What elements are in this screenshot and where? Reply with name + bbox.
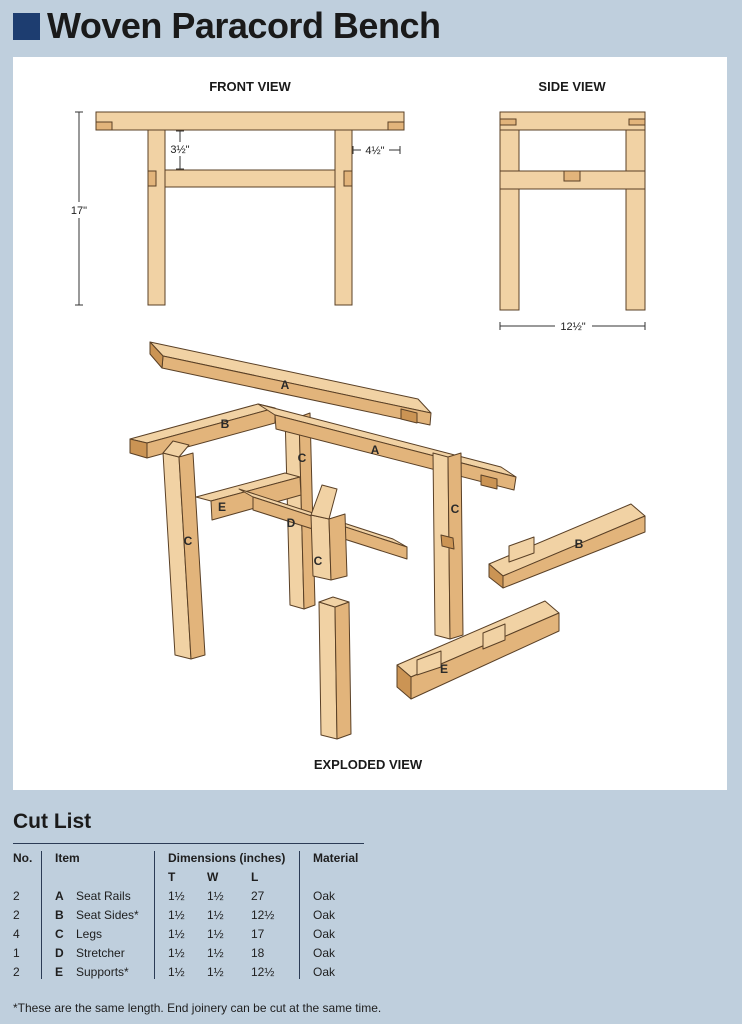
row-t: 1½ xyxy=(168,927,185,941)
row-t: 1½ xyxy=(168,908,185,922)
row-no: 1 xyxy=(13,946,20,960)
row-l: 17 xyxy=(251,927,265,941)
side-rail-notch-left xyxy=(500,119,516,125)
header-l: L xyxy=(251,870,259,884)
leg-inset-label: 4½" xyxy=(365,145,385,157)
side-view xyxy=(500,112,645,310)
side-seat-rail xyxy=(500,112,645,130)
front-rail-notch-left xyxy=(96,122,112,130)
diagram-canvas xyxy=(13,57,727,790)
page-title: Woven Paracord Bench xyxy=(47,5,441,46)
row-name: Seat Rails xyxy=(76,889,131,903)
side-leg-left xyxy=(500,130,519,310)
row-w: 1½ xyxy=(207,889,224,903)
row-material: Oak xyxy=(313,965,336,979)
row-name: Stretcher xyxy=(76,946,125,960)
header-w: W xyxy=(207,870,219,884)
row-no: 4 xyxy=(13,927,20,941)
row-w: 1½ xyxy=(207,965,224,979)
height-dimension-label: 17" xyxy=(70,205,88,217)
row-t: 1½ xyxy=(168,889,185,903)
front-tenon-right xyxy=(344,171,352,186)
front-view-label: FRONT VIEW xyxy=(209,79,291,94)
exploded-view-label: EXPLODED VIEW xyxy=(313,757,423,772)
row-name: Seat Sides* xyxy=(76,908,139,922)
row-name: Supports* xyxy=(76,965,129,979)
column-divider xyxy=(154,851,155,979)
side-leg-right xyxy=(626,130,645,310)
part-label-a-upper: A xyxy=(280,378,290,392)
diagram-panel xyxy=(13,57,727,790)
front-tenon-left xyxy=(148,171,156,186)
header-no: No. xyxy=(13,851,33,865)
part-label-e-right: E xyxy=(439,662,449,676)
row-material: Oak xyxy=(313,889,336,903)
front-view xyxy=(96,112,404,305)
side-width-label: 12½" xyxy=(560,321,586,333)
row-name: Legs xyxy=(76,927,103,941)
row-t: 1½ xyxy=(168,965,185,979)
title-square-icon xyxy=(13,13,40,40)
row-w: 1½ xyxy=(207,946,224,960)
row-letter: D xyxy=(55,946,64,960)
row-no: 2 xyxy=(13,908,20,922)
column-divider xyxy=(41,851,42,979)
leg-center xyxy=(311,485,351,739)
row-letter: A xyxy=(55,889,64,903)
row-l: 12½ xyxy=(251,908,275,922)
cut-list-footnote: *These are the same length. End joinery can be cut at the same time. xyxy=(13,1001,382,1015)
row-l: 12½ xyxy=(251,965,275,979)
part-label-e-left: E xyxy=(217,500,227,514)
part-label-d: D xyxy=(286,516,296,530)
front-leg-left xyxy=(148,130,165,305)
cut-list-rule xyxy=(13,843,364,844)
part-label-b-left: B xyxy=(220,417,230,431)
row-material: Oak xyxy=(313,908,336,922)
title-bar xyxy=(13,6,440,46)
row-w: 1½ xyxy=(207,927,224,941)
part-label-c-center: C xyxy=(313,554,323,568)
part-b-right xyxy=(489,504,645,588)
part-label-b-right: B xyxy=(574,537,584,551)
header-item: Item xyxy=(55,851,80,865)
header-material: Material xyxy=(313,851,359,865)
front-seat-rail xyxy=(96,112,404,130)
row-material: Oak xyxy=(313,927,336,941)
exploded-view xyxy=(130,342,645,739)
header-dimensions: Dimensions (inches) xyxy=(168,851,286,865)
row-letter: C xyxy=(55,927,64,941)
front-leg-right xyxy=(335,130,352,305)
row-l: 18 xyxy=(251,946,265,960)
part-label-c-back: C xyxy=(297,451,307,465)
row-letter: E xyxy=(55,965,64,979)
side-rail-notch-right xyxy=(629,119,645,125)
column-divider xyxy=(299,851,300,979)
front-rail-notch-right xyxy=(388,122,404,130)
part-label-a-frame: A xyxy=(370,443,380,457)
front-stretcher xyxy=(165,170,335,187)
row-l: 27 xyxy=(251,889,265,903)
part-label-c-right: C xyxy=(450,502,460,516)
side-support-notch xyxy=(564,171,580,181)
row-material: Oak xyxy=(313,946,336,960)
row-no: 2 xyxy=(13,889,20,903)
row-no: 2 xyxy=(13,965,20,979)
leg-front-left xyxy=(163,441,205,659)
part-b-left xyxy=(130,404,275,458)
rail-drop-label: 3½" xyxy=(170,144,190,156)
cut-list-title: Cut List xyxy=(13,810,92,833)
header-t: T xyxy=(168,870,176,884)
part-e-right xyxy=(397,601,559,699)
side-view-label: SIDE VIEW xyxy=(538,79,606,94)
row-t: 1½ xyxy=(168,946,185,960)
part-label-c-left: C xyxy=(183,534,193,548)
leg-front-right xyxy=(433,453,463,639)
row-w: 1½ xyxy=(207,908,224,922)
row-letter: B xyxy=(55,908,64,922)
